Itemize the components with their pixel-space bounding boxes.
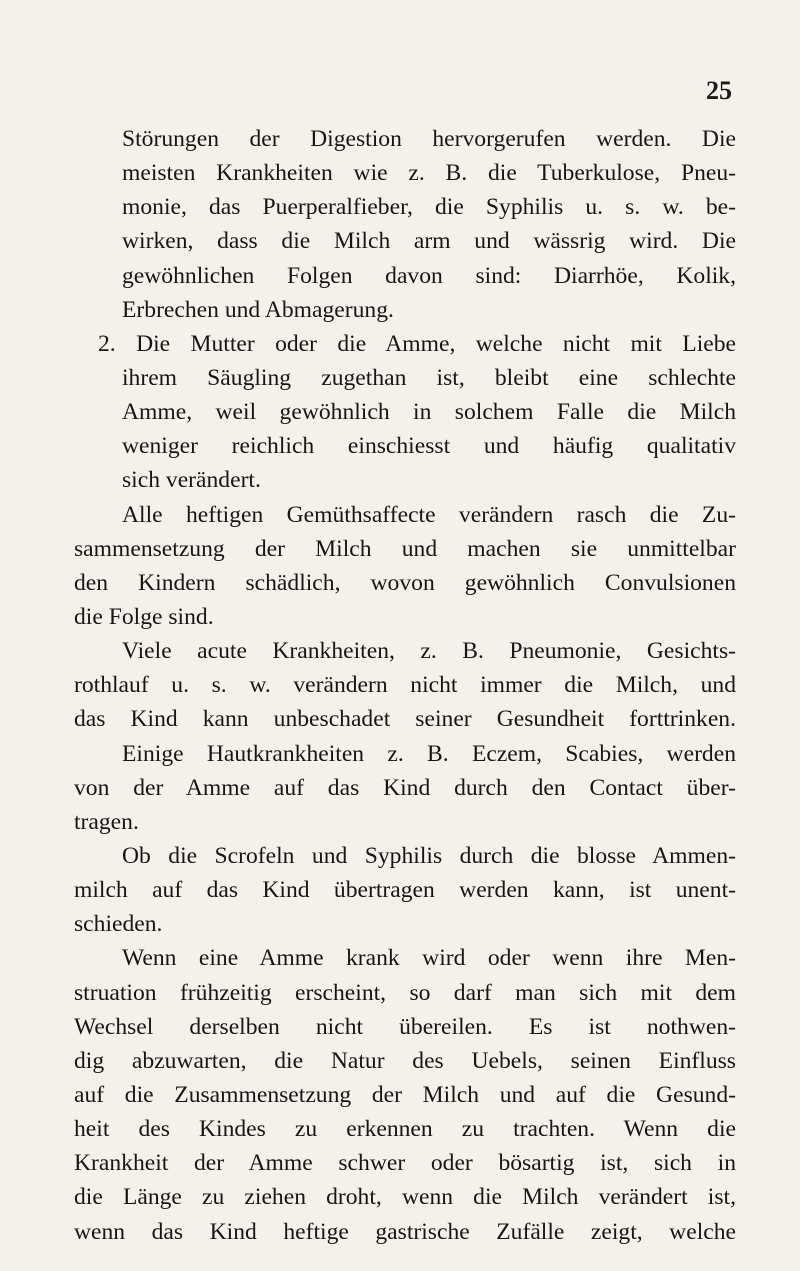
text-line: Amme, weil gewöhnlich in solchem Falle die Milch [122, 399, 736, 426]
text-line: die Folge sind. [74, 603, 214, 630]
text-line: rothlauf u. s. w. verändern nicht immer die Milch, und [74, 672, 736, 699]
text-line: Erbrechen und Abmagerung. [122, 296, 394, 323]
text-line: das Kind kann unbeschadet seiner Gesundheit forttrinken. [74, 706, 736, 733]
text-line: Alle heftigen Gemüthsaffecte verändern rasch die Zu- [122, 501, 736, 528]
text-line: Viele acute Krankheiten, z. B. Pneumonie, Gesichts- [122, 638, 736, 665]
text-line: wirken, dass die Milch arm und wässrig wird. Die [122, 228, 736, 255]
text-line: Krankheit der Amme schwer oder bösartig ist, sich in [74, 1150, 736, 1177]
text-line: meisten Krankheiten wie z. B. die Tuberkulose, Pneu- [122, 160, 736, 187]
text-line: weniger reichlich einschiesst und häufig qualitativ [122, 433, 736, 460]
text-line: 2. Die Mutter oder die Amme, welche nicht mit Liebe [98, 330, 736, 357]
text-line: Einige Hautkrankheiten z. B. Eczem, Scabies, werden [122, 740, 736, 767]
body-text [74, 122, 736, 1249]
text-line: Wenn eine Amme krank wird oder wenn ihre Men- [122, 945, 736, 972]
text-line: ihrem Säugling zugethan ist, bleibt eine schlechte [122, 364, 736, 391]
text-line: den Kindern schädlich, wovon gewöhnlich Convulsionen [74, 569, 736, 596]
text-line: monie, das Puerperalfieber, die Syphilis u. s. w. be- [122, 194, 736, 221]
text-line: schieden. [74, 911, 163, 938]
text-line: milch auf das Kind übertragen werden kann, ist unent- [74, 877, 736, 904]
page-number: 25 [706, 76, 732, 105]
text-line: gewöhnlichen Folgen davon sind: Diarrhöe, Kolik, [122, 262, 736, 289]
text-line: von der Amme auf das Kind durch den Contact über- [74, 774, 736, 801]
text-line: tragen. [74, 808, 139, 835]
text-line: Störungen der Digestion hervorgerufen werden. Die [122, 126, 736, 152]
text-line: wenn das Kind heftige gastrische Zufälle zeigt, welche [74, 1218, 736, 1245]
text-line: sich verändert. [122, 467, 261, 494]
text-line: Ob die Scrofeln und Syphilis durch die blosse Ammen- [122, 842, 736, 869]
text-line: heit des Kindes zu erkennen zu trachten. Wenn die [74, 1116, 736, 1143]
text-line: struation frühzeitig erscheint, so darf man sich mit dem [74, 979, 736, 1006]
text-line: dig abzuwarten, die Natur des Uebels, seinen Einfluss [74, 1047, 736, 1074]
text-line: die Länge zu ziehen droht, wenn die Milch verändert ist, [74, 1184, 736, 1211]
text-line: Wechsel derselben nicht übereilen. Es ist nothwen- [74, 1013, 736, 1040]
text-line: sammensetzung der Milch und machen sie unmittelbar [74, 535, 736, 562]
text-line: auf die Zusammensetzung der Milch und auf die Gesund- [74, 1081, 736, 1108]
